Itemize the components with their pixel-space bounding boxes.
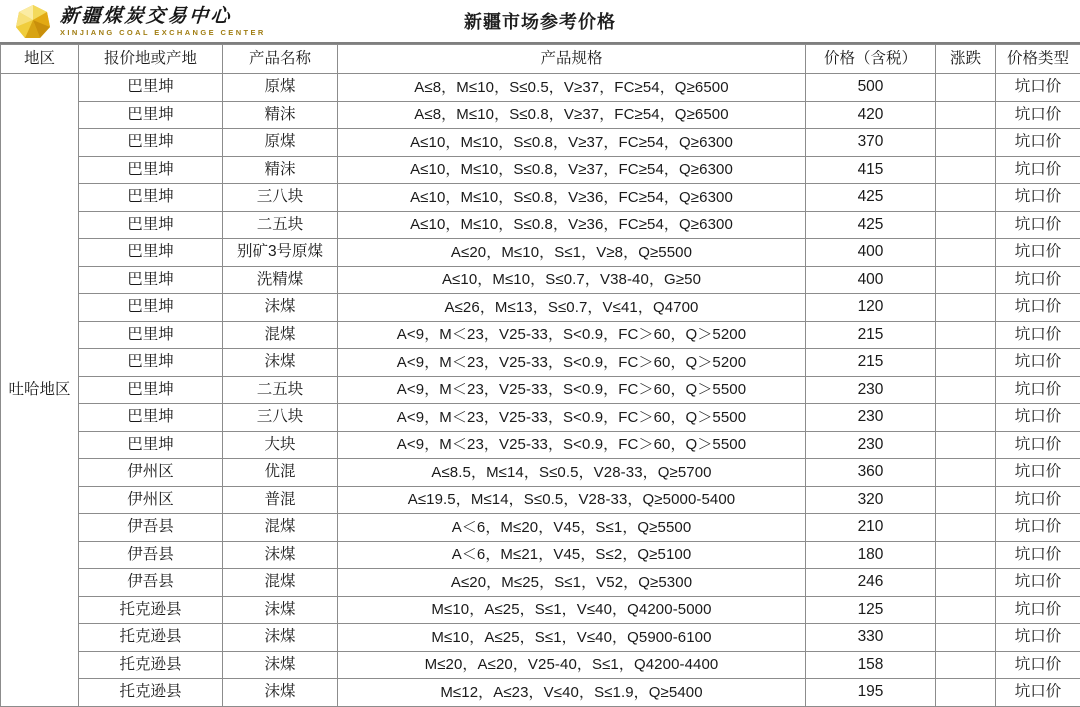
cell-price: 330 — [806, 624, 936, 652]
cell-product: 原煤 — [223, 129, 338, 157]
cell-spec: A≤8，M≤10，S≤0.8，V≥37，FC≥54，Q≥6500 — [338, 101, 806, 129]
cell-price: 320 — [806, 486, 936, 514]
cell-price-type: 坑口价 — [996, 321, 1080, 349]
cell-origin: 伊州区 — [79, 459, 223, 487]
cell-change — [936, 624, 996, 652]
cell-price-type: 坑口价 — [996, 184, 1080, 212]
cell-product: 洗精煤 — [223, 266, 338, 294]
cell-product: 精沫 — [223, 101, 338, 129]
cell-product: 沫煤 — [223, 596, 338, 624]
cell-price: 500 — [806, 74, 936, 102]
cell-price-type: 坑口价 — [996, 459, 1080, 487]
cell-origin: 巴里坤 — [79, 376, 223, 404]
table-row — [1, 239, 1080, 267]
cell-change — [936, 651, 996, 679]
table-row — [1, 211, 1080, 239]
table-header-row — [1, 45, 1080, 74]
table-body — [1, 74, 1080, 707]
cell-price: 400 — [806, 239, 936, 267]
cell-spec: A<9，M＜23，V25-33，S<0.9，FC＞60，Q＞5500 — [338, 431, 806, 459]
cell-price: 158 — [806, 651, 936, 679]
cell-origin: 巴里坤 — [79, 101, 223, 129]
cell-origin: 伊吾县 — [79, 514, 223, 542]
cell-price-type: 坑口价 — [996, 211, 1080, 239]
brand-name-cn: 新疆煤炭交易中心 — [59, 7, 266, 26]
cell-change — [936, 184, 996, 212]
cell-change — [936, 486, 996, 514]
cell-region: 吐哈地区 — [1, 74, 79, 707]
cell-price-type: 坑口价 — [996, 651, 1080, 679]
cell-price: 400 — [806, 266, 936, 294]
cell-spec: A<9，M＜23，V25-33，S<0.9，FC＞60，Q＞5200 — [338, 349, 806, 377]
cell-change — [936, 569, 996, 597]
cell-origin: 巴里坤 — [79, 74, 223, 102]
cell-price: 360 — [806, 459, 936, 487]
cell-product: 大块 — [223, 431, 338, 459]
gem-polygon-logo-icon — [14, 3, 52, 41]
table-row — [1, 514, 1080, 542]
cell-origin: 巴里坤 — [79, 266, 223, 294]
cell-change — [936, 156, 996, 184]
cell-product: 别矿3号原煤 — [223, 239, 338, 267]
cell-origin: 巴里坤 — [79, 321, 223, 349]
brand-name-en: XINJIANG COAL EXCHANGE CENTER — [60, 29, 266, 37]
cell-product: 沫煤 — [223, 679, 338, 707]
cell-price-type: 坑口价 — [996, 514, 1080, 542]
cell-spec: A≤10，M≤10，S≤0.8，V≥37，FC≥54，Q≥6300 — [338, 156, 806, 184]
cell-spec: A≤8，M≤10，S≤0.5，V≥37，FC≥54，Q≥6500 — [338, 74, 806, 102]
cell-change — [936, 514, 996, 542]
table-row — [1, 431, 1080, 459]
cell-spec: A≤19.5，M≤14，S≤0.5，V28-33，Q≥5000-5400 — [338, 486, 806, 514]
cell-origin: 巴里坤 — [79, 349, 223, 377]
cell-origin: 巴里坤 — [79, 431, 223, 459]
cell-change — [936, 129, 996, 157]
table-row — [1, 376, 1080, 404]
cell-price-type: 坑口价 — [996, 431, 1080, 459]
cell-product: 精沫 — [223, 156, 338, 184]
cell-change — [936, 101, 996, 129]
cell-price-type: 坑口价 — [996, 129, 1080, 157]
cell-price-type: 坑口价 — [996, 239, 1080, 267]
cell-product: 沫煤 — [223, 349, 338, 377]
cell-change — [936, 239, 996, 267]
cell-price: 215 — [806, 349, 936, 377]
cell-spec: A≤20，M≤10，S≤1，V≥8，Q≥5500 — [338, 239, 806, 267]
cell-spec: A≤10，M≤10，S≤0.8，V≥36，FC≥54，Q≥6300 — [338, 211, 806, 239]
cell-spec: A≤10，M≤10，S≤0.8，V≥36，FC≥54，Q≥6300 — [338, 184, 806, 212]
column-header-spec: 产品规格 — [338, 45, 806, 74]
cell-price: 125 — [806, 596, 936, 624]
table-row — [1, 486, 1080, 514]
table-row — [1, 651, 1080, 679]
cell-price-type: 坑口价 — [996, 101, 1080, 129]
column-header-region: 地区 — [1, 45, 79, 74]
table-row — [1, 101, 1080, 129]
cell-price-type: 坑口价 — [996, 294, 1080, 322]
cell-spec: A<9，M＜23，V25-33，S<0.9，FC＞60，Q＞5200 — [338, 321, 806, 349]
cell-product: 沫煤 — [223, 624, 338, 652]
cell-price: 425 — [806, 211, 936, 239]
cell-spec: A≤10，M≤10，S≤0.7，V38-40，G≥50 — [338, 266, 806, 294]
cell-change — [936, 294, 996, 322]
cell-origin: 伊州区 — [79, 486, 223, 514]
cell-product: 优混 — [223, 459, 338, 487]
cell-origin: 巴里坤 — [79, 239, 223, 267]
cell-origin: 托克逊县 — [79, 679, 223, 707]
table-row — [1, 74, 1080, 102]
cell-spec: A≤20，M≤25，S≤1，V52，Q≥5300 — [338, 569, 806, 597]
cell-origin: 伊吾县 — [79, 541, 223, 569]
cell-product: 二五块 — [223, 376, 338, 404]
column-header-price-type: 价格类型 — [996, 45, 1080, 74]
cell-price: 195 — [806, 679, 936, 707]
column-header-product: 产品名称 — [223, 45, 338, 74]
cell-price: 180 — [806, 541, 936, 569]
cell-product: 混煤 — [223, 569, 338, 597]
table-row — [1, 679, 1080, 707]
cell-spec: M≤10，A≤25，S≤1，V≤40，Q4200-5000 — [338, 596, 806, 624]
cell-product: 混煤 — [223, 321, 338, 349]
cell-product: 普混 — [223, 486, 338, 514]
cell-product: 二五块 — [223, 211, 338, 239]
cell-origin: 巴里坤 — [79, 129, 223, 157]
cell-price: 425 — [806, 184, 936, 212]
cell-change — [936, 541, 996, 569]
table-row — [1, 129, 1080, 157]
cell-product: 沫煤 — [223, 651, 338, 679]
table-header — [1, 45, 1080, 74]
cell-spec: A＜6，M≤21，V45，S≤2，Q≥5100 — [338, 541, 806, 569]
cell-change — [936, 266, 996, 294]
cell-product: 原煤 — [223, 74, 338, 102]
table-row — [1, 156, 1080, 184]
cell-spec: A＜6，M≤20，V45，S≤1，Q≥5500 — [338, 514, 806, 542]
cell-origin: 巴里坤 — [79, 211, 223, 239]
column-header-origin: 报价地或产地 — [79, 45, 223, 74]
cell-price-type: 坑口价 — [996, 74, 1080, 102]
cell-change — [936, 404, 996, 432]
table-row — [1, 624, 1080, 652]
cell-origin: 巴里坤 — [79, 184, 223, 212]
cell-product: 沫煤 — [223, 541, 338, 569]
cell-change — [936, 74, 996, 102]
cell-spec: A<9，M＜23，V25-33，S<0.9，FC＞60，Q＞5500 — [338, 376, 806, 404]
cell-origin: 巴里坤 — [79, 294, 223, 322]
cell-origin: 巴里坤 — [79, 404, 223, 432]
table-row — [1, 349, 1080, 377]
page-header — [0, 0, 1080, 44]
cell-price-type: 坑口价 — [996, 624, 1080, 652]
cell-price-type: 坑口价 — [996, 404, 1080, 432]
cell-price: 246 — [806, 569, 936, 597]
cell-price: 370 — [806, 129, 936, 157]
cell-price-type: 坑口价 — [996, 679, 1080, 707]
cell-price: 415 — [806, 156, 936, 184]
cell-spec: A≤8.5，M≤14，S≤0.5，V28-33，Q≥5700 — [338, 459, 806, 487]
cell-price: 210 — [806, 514, 936, 542]
cell-change — [936, 349, 996, 377]
cell-spec: M≤12，A≤23，V≤40，S≤1.9，Q≥5400 — [338, 679, 806, 707]
cell-spec: A<9，M＜23，V25-33，S<0.9，FC＞60，Q＞5500 — [338, 404, 806, 432]
cell-product: 混煤 — [223, 514, 338, 542]
table-row — [1, 404, 1080, 432]
cell-change — [936, 376, 996, 404]
cell-price: 215 — [806, 321, 936, 349]
table-row — [1, 459, 1080, 487]
cell-price-type: 坑口价 — [996, 349, 1080, 377]
cell-spec: A≤10，M≤10，S≤0.8，V≥37，FC≥54，Q≥6300 — [338, 129, 806, 157]
cell-spec: M≤20，A≤20，V25-40，S≤1，Q4200-4400 — [338, 651, 806, 679]
cell-price: 420 — [806, 101, 936, 129]
cell-product: 沫煤 — [223, 294, 338, 322]
cell-change — [936, 211, 996, 239]
cell-price-type: 坑口价 — [996, 376, 1080, 404]
cell-price: 230 — [806, 376, 936, 404]
brand-wordmark — [60, 7, 266, 37]
cell-change — [936, 679, 996, 707]
cell-price-type: 坑口价 — [996, 596, 1080, 624]
cell-change — [936, 431, 996, 459]
cell-change — [936, 459, 996, 487]
price-table — [0, 44, 1080, 707]
column-header-change: 涨跌 — [936, 45, 996, 74]
page-title: 新疆市场参考价格 — [0, 0, 1080, 44]
table-row — [1, 541, 1080, 569]
table-row — [1, 294, 1080, 322]
table-row — [1, 596, 1080, 624]
cell-origin: 巴里坤 — [79, 156, 223, 184]
cell-price-type: 坑口价 — [996, 266, 1080, 294]
cell-product: 三八块 — [223, 404, 338, 432]
cell-price-type: 坑口价 — [996, 541, 1080, 569]
cell-price-type: 坑口价 — [996, 156, 1080, 184]
brand-logo — [14, 2, 266, 42]
table-row — [1, 569, 1080, 597]
cell-price: 230 — [806, 404, 936, 432]
cell-origin: 托克逊县 — [79, 651, 223, 679]
cell-price: 120 — [806, 294, 936, 322]
table-row — [1, 184, 1080, 212]
cell-price-type: 坑口价 — [996, 486, 1080, 514]
cell-spec: A≤26，M≤13，S≤0.7，V≤41，Q4700 — [338, 294, 806, 322]
table-row — [1, 321, 1080, 349]
cell-price-type: 坑口价 — [996, 569, 1080, 597]
cell-change — [936, 321, 996, 349]
cell-price: 230 — [806, 431, 936, 459]
cell-change — [936, 596, 996, 624]
cell-origin: 托克逊县 — [79, 596, 223, 624]
cell-spec: M≤10，A≤25，S≤1，V≤40，Q5900-6100 — [338, 624, 806, 652]
cell-origin: 伊吾县 — [79, 569, 223, 597]
column-header-price: 价格（含税） — [806, 45, 936, 74]
table-row — [1, 266, 1080, 294]
cell-product: 三八块 — [223, 184, 338, 212]
cell-origin: 托克逊县 — [79, 624, 223, 652]
